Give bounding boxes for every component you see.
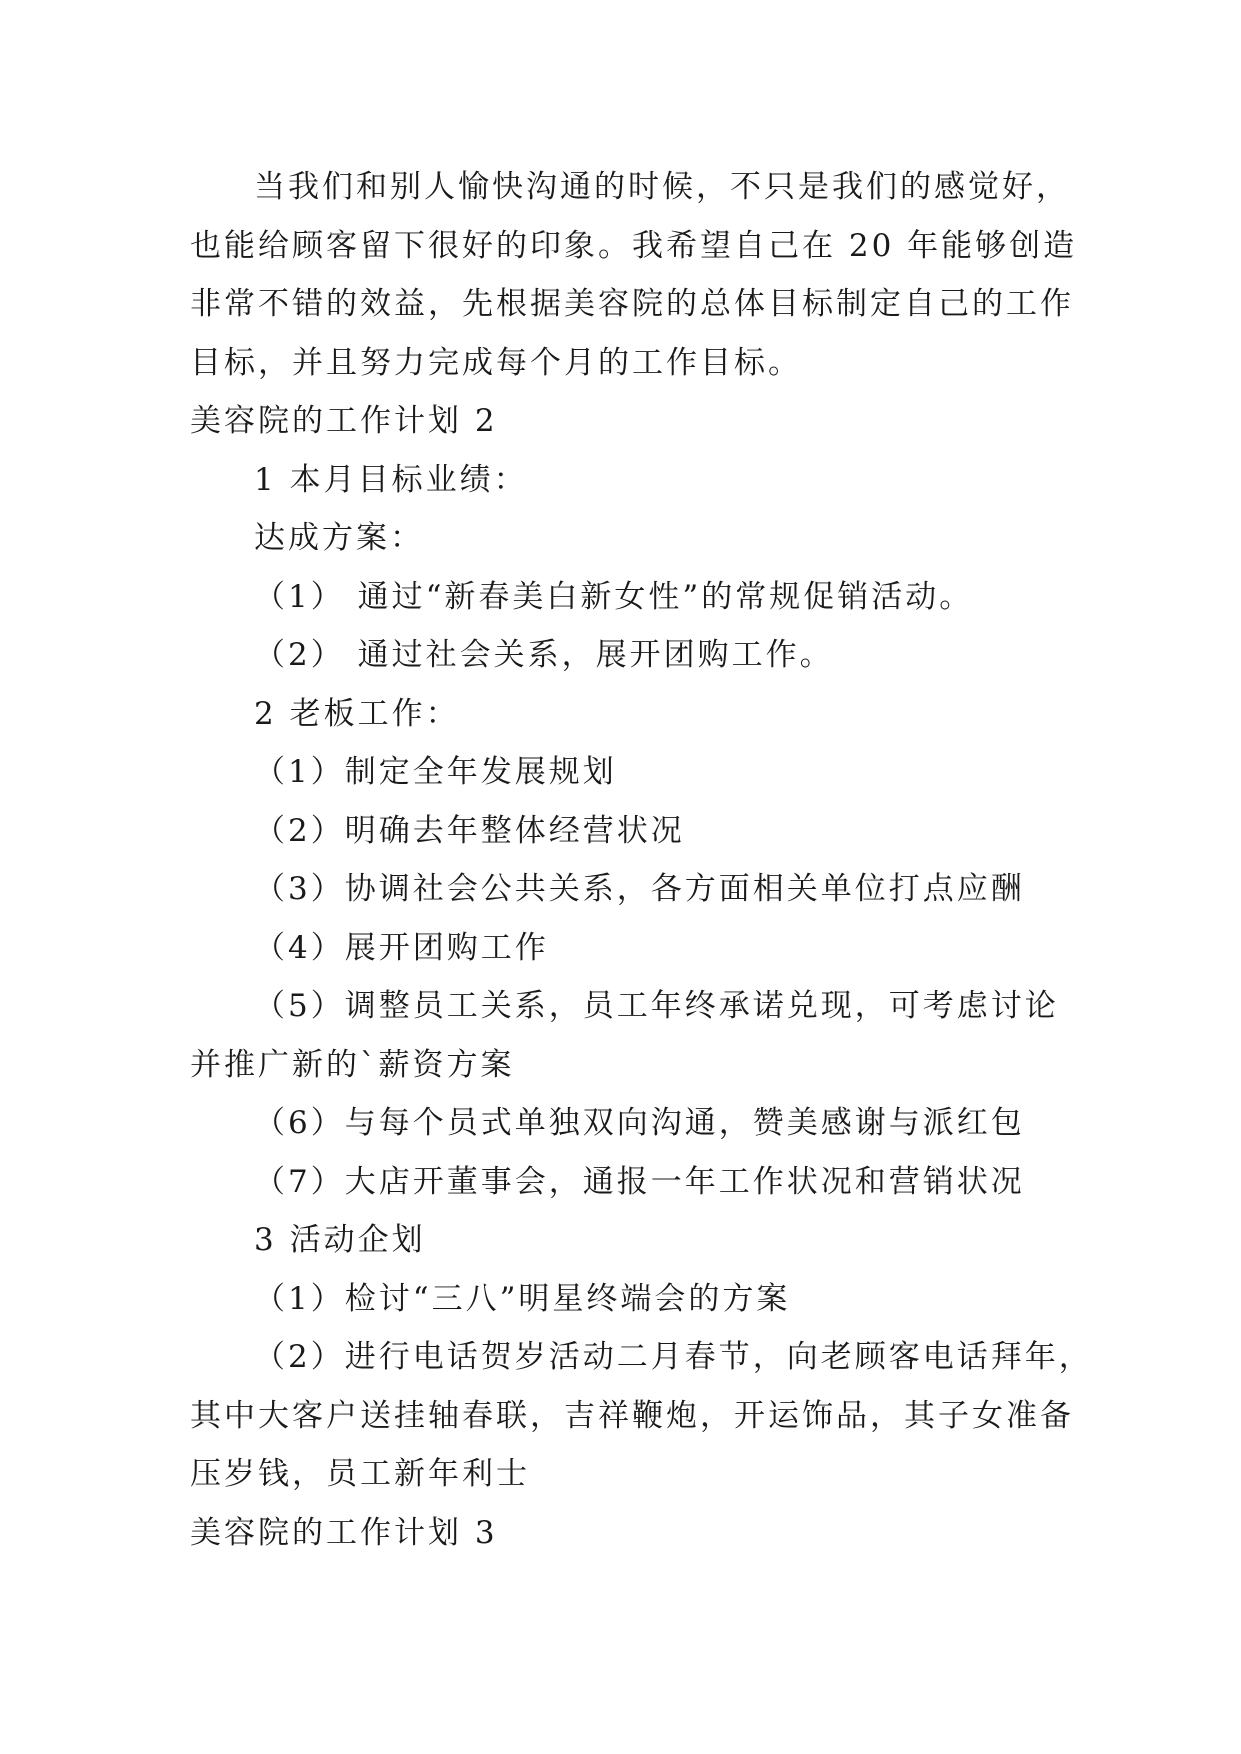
- section-heading: 美容院的工作计划 2: [190, 403, 498, 439]
- section-heading: 美容院的工作计划 3: [190, 1514, 498, 1551]
- paragraph-line: 也能给顾客留下很好的印象。我希望自己在 20 年能够创造: [190, 227, 1078, 264]
- list-heading: 2 老板工作：: [254, 695, 460, 732]
- list-item: （4）展开团购工作: [254, 929, 549, 966]
- list-heading: 1 本月目标业绩：: [254, 461, 528, 498]
- list-item-continuation: 其中大客户送挂轴春联，吉祥鞭炮，开运饰品，其子女准备: [190, 1397, 1074, 1434]
- list-heading: 3 活动企划: [254, 1222, 426, 1258]
- paragraph-line: 当我们和别人愉快沟通的时候，不只是我们的感觉好，: [254, 169, 1070, 205]
- list-item: （1）检讨“三八”明星终端会的方案: [254, 1280, 791, 1317]
- paragraph-line: 目标，并且努力完成每个月的工作目标。: [190, 344, 802, 381]
- list-item: （2）进行电话贺岁活动二月春节，向老顾客电话拜年，: [254, 1339, 1093, 1375]
- paragraph-line: 非常不错的效益，先根据美容院的总体目标制定自己的工作: [190, 286, 1074, 322]
- list-item: （1） 通过“新春美白新女性”的常规促销活动。: [254, 578, 974, 615]
- document-body: [190, 158, 1093, 1562]
- list-item: （6）与每个员式单独双向沟通，赞美感谢与派红包: [254, 1105, 1025, 1141]
- list-item-continuation: 压岁钱，员工新年利士: [190, 1456, 530, 1492]
- list-item: （7）大店开董事会，通报一年工作状况和营销状况: [254, 1163, 1025, 1200]
- list-item: （3）协调社会公共关系，各方面相关单位打点应酬: [254, 871, 1025, 907]
- list-item: （2） 通过社会关系，展开团购工作。: [254, 637, 834, 673]
- list-item: （5）调整员工关系，员工年终承诺兑现，可考虑讨论: [254, 988, 1059, 1024]
- list-item: （1）制定全年发展规划: [254, 754, 617, 790]
- list-item-continuation: 并推广新的`薪资方案: [190, 1046, 515, 1083]
- list-item: （2）明确去年整体经营状况: [254, 812, 685, 849]
- paragraph-line: 达成方案：: [254, 520, 424, 556]
